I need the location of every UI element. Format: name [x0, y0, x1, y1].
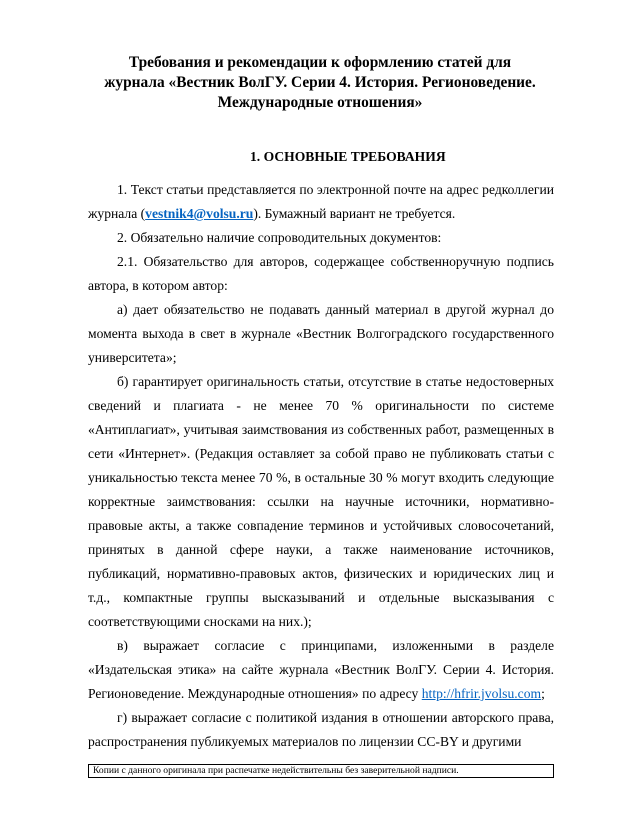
paragraph-1-text-b: ). Бумажный вариант не требуется.: [253, 206, 456, 221]
title-line-3: Международные отношения»: [217, 94, 423, 111]
paragraph-4: а) дает обязательство не подавать данный материал в другой журнал до момента выхода в свет в журнале «Вестник Волгоградского государственного университета»;: [88, 302, 554, 365]
paragraph-2: 2. Обязательно наличие сопроводительных документов:: [117, 230, 442, 245]
paragraph-6: [88, 634, 554, 706]
paragraph-1: [88, 178, 554, 226]
paragraph-5: б) гарантирует оригинальность статьи, отсутствие в статье недостоверных сведений и плагиата - не менее 70 % оригинальности по системе «Антиплагиат», учитывая заимствования из собственных работ, размещенных в сети «Интернет». (Редакция оставляет за собой право не публиковать статьи с уникальностью текста менее 70 %, в остальные 30 % могут входить следующие корректные заимствования: ссылки на научные источники, нормативно-правовые акты, а также совпадение терминов и устойчивых словосочетаний, принятых в данной сфере науки, а также наименование источников, публикаций, нормативно-правовых актов, физических и юридических лиц и т.д., компактные группы высказываний и отдельные высказывания с соответствующими сносками на них.);: [88, 374, 554, 629]
document-body: [88, 178, 554, 754]
paragraph-7: г) выражает согласие с политикой издания в отношении авторского права, распространения публикуемых материалов по лицензии CC-BY и другими: [88, 710, 554, 749]
document-title: [60, 53, 580, 113]
email-link[interactable]: vestnik4@volsu.ru: [145, 206, 254, 221]
title-line-2: журнала «Вестник ВолГУ. Серии 4. История. Регионоведение.: [104, 74, 536, 91]
footer-note: Копии с данного оригинала при распечатке недействительны без заверительной надписи.: [88, 764, 554, 778]
paragraph-6-text-a: в) выражает согласие с принципами, изложенными в разделе «Издательская этика» на сайте журнала «Вестник ВолГУ. Серии 4. История. Регионоведение. Международные отношения» по адресу: [88, 638, 554, 701]
journal-site-link[interactable]: http://hfrir.jvolsu.com: [421, 686, 542, 701]
paragraph-1-text-a: 1. Текст статьи представляется по электронной почте на адрес редколлегии журнала (: [88, 182, 554, 221]
title-line-1: Требования и рекомендации к оформлению статей для: [128, 54, 512, 71]
paragraph-3: 2.1. Обязательство для авторов, содержащее собственноручную подпись автора, в котором автор:: [88, 254, 554, 293]
paragraph-6-text-b: ;: [541, 686, 545, 701]
section-heading: 1. ОСНОВНЫЕ ТРЕБОВАНИЯ: [250, 149, 446, 164]
